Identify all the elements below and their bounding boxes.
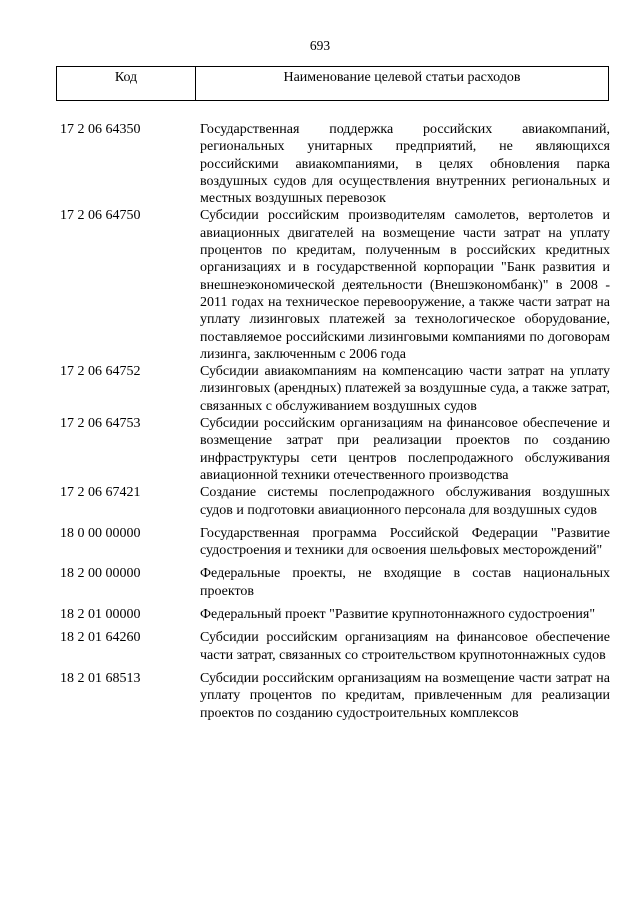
row-description: Субсидии российским организациям на финансовое обеспечение и возмещение затрат при реализации проектов по созданию инфраструктуры сети центров послепродажного обслуживания авиационной техники отечественного производства bbox=[200, 416, 610, 483]
budget-items-list bbox=[60, 121, 610, 722]
header-name-label: Наименование целевой статьи расходов bbox=[283, 70, 521, 85]
table-row bbox=[60, 565, 610, 600]
row-code: 18 2 00 00000 bbox=[60, 566, 141, 582]
row-description: Федеральный проект "Развитие крупнотоннажного судостроения" bbox=[200, 607, 596, 623]
row-code: 17 2 06 64350 bbox=[60, 122, 141, 137]
table-row bbox=[60, 121, 610, 207]
table-row bbox=[60, 606, 610, 623]
row-code: 17 2 06 64753 bbox=[60, 416, 141, 432]
table-row bbox=[60, 525, 610, 560]
row-description: Государственная программа Российской Федерации "Развитие судостроения и техники для освоения шельфовых месторождений" bbox=[200, 525, 610, 559]
row-code: 17 2 06 67421 bbox=[60, 485, 141, 501]
row-code: 17 2 06 64752 bbox=[60, 364, 141, 380]
header-code-label: Код bbox=[57, 67, 196, 100]
table-row bbox=[60, 670, 610, 722]
row-description: Субсидии российским производителям самолетов, вертолетов и авиационных двигателей на возмещение части затрат на уплату процентов по кредитам, полученным в российских кредитных организациях и в государственной корпорации "Банк развития и внешнеэкономической деятельности (Внешэкономбанк)" в 2008 - 2011 годах на техническое перевооружение, а также части затрат на уплату лизинговых платежей за технологическое оборудование, поставляемое российскими лизинговыми компаниями по договорам лизинга, заключенным с 2006 года bbox=[200, 208, 610, 362]
row-code: 17 2 06 64750 bbox=[60, 208, 141, 224]
row-description: Субсидии российским организациям на финансовое обеспечение части затрат, связанных со строительством крупнотоннажных судов bbox=[200, 630, 610, 663]
row-description: Федеральные проекты, не входящие в состав национальных проектов bbox=[200, 566, 610, 599]
page-number: 693 bbox=[309, 38, 331, 53]
table-row bbox=[60, 629, 610, 664]
table-header bbox=[56, 66, 609, 101]
row-description: Субсидии российским организациям на возмещение части затрат на уплату процентов по кредитам, привлеченным для реализации проектов по созданию судостроительных комплексов bbox=[200, 670, 610, 721]
row-description: Субсидии авиакомпаниям на компенсацию части затрат на уплату лизинговых (арендных) платежей за воздушные суда, а также затрат, связанных с обслуживанием воздушных судов bbox=[200, 364, 610, 414]
row-description: Государственная поддержка российских авиакомпаний, региональных унитарных предприятий, не являющихся российскими авиакомпаниями, в целях обновления парка воздушных судов для осуществления внутренних региональных и местных воздушных перевозок bbox=[200, 122, 610, 207]
table-row bbox=[60, 415, 610, 484]
table-row bbox=[60, 484, 610, 519]
row-code: 18 2 01 68513 bbox=[60, 670, 141, 686]
table-row bbox=[60, 207, 610, 363]
row-description: Создание системы послепродажного обслуживания воздушных судов и подготовки авиационного персонала для воздушных судов bbox=[200, 485, 610, 518]
row-code: 18 0 00 00000 bbox=[60, 525, 141, 541]
row-code: 18 2 01 64260 bbox=[60, 630, 141, 646]
row-code: 18 2 01 00000 bbox=[60, 607, 141, 623]
table-row bbox=[60, 363, 610, 415]
